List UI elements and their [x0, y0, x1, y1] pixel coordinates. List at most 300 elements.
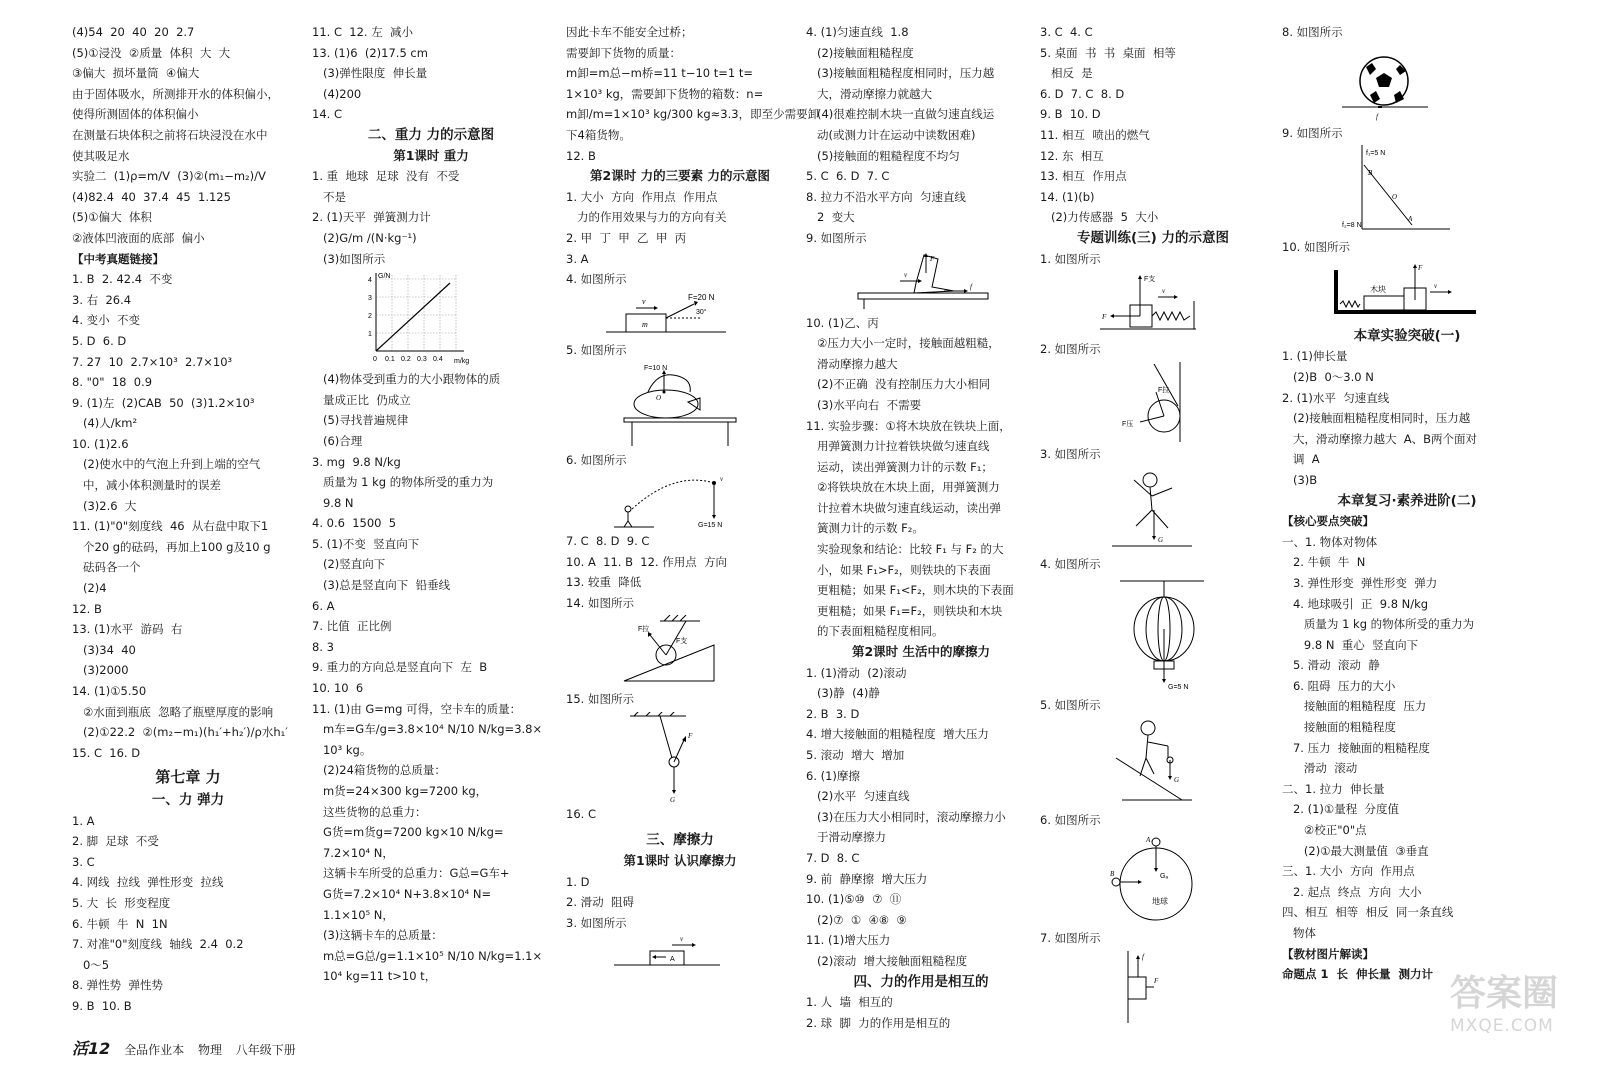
answer-line: 10. 10 6	[312, 681, 364, 696]
lesson-3-title: 第1课时 认识摩擦力	[623, 853, 737, 869]
answer-line: 10. (1)乙、丙	[806, 315, 879, 330]
answer-line: ③偏大 损坏量筒 ④偏大	[72, 66, 200, 81]
answer-line: (3)弹性限度 伸长量	[312, 66, 428, 81]
s-fig6-b: B	[1110, 870, 1115, 879]
answer-line: 质量为 1 kg 的物体所受的重力为	[1282, 617, 1475, 632]
answer-line: (2)①22.2 ②(m₂−m₁)(h₁′+h₂′)/ρ水h₁′	[72, 725, 288, 740]
answer-line: 14. 如图所示	[566, 595, 634, 610]
answer-line: 3. 弹性形变 弹性形变 弹力	[1282, 575, 1438, 590]
c5-block-1	[1040, 22, 1266, 228]
answer-line: 10⁴ kg=11 t>10 t，	[312, 969, 437, 984]
s-q7: 7. 如图所示	[1040, 931, 1101, 946]
answer-line: 3. C	[72, 854, 95, 869]
answer-line: 计拉着木块做匀速直线运动，读出弹	[806, 500, 1001, 515]
answer-line: 更粗糙；如果 F₁=F₂，则铁块和木块	[806, 603, 1003, 618]
s-q6: 6. 如图所示	[1040, 812, 1101, 827]
answer-line: (3)水平向右 不需要	[806, 397, 922, 412]
answer-line: 9. 如图所示	[806, 230, 867, 245]
answer-line: (2)接触面粗糙程度	[806, 45, 914, 60]
subject: 物理	[197, 1043, 222, 1057]
g-m-graph	[364, 271, 550, 367]
fig9b-f2: f₂=8 N	[1342, 222, 1362, 230]
answer-line: (4)人/km²	[72, 416, 138, 431]
fig4-m: m	[642, 319, 648, 329]
fig3-a: A	[670, 956, 675, 964]
answer-line: 7. D 8. C	[806, 850, 860, 865]
answer-line: 14. (1)①5.50	[72, 684, 147, 698]
answer-line: 10. (1)⑤⑩ ⑦ ⑪	[806, 892, 902, 907]
lesson-1-title: 第1课时 重力	[393, 147, 469, 163]
answer-line: 2. 牛顿 牛 N	[1282, 555, 1366, 570]
answer-line: 6. A	[312, 598, 335, 613]
section-2-title: 二、重力 力的示意图	[367, 126, 495, 143]
fig5-f: F=10 N	[644, 365, 668, 373]
review-title: 本章复习·素养进阶(二)	[1337, 492, 1477, 509]
s-fig1-v: v	[1162, 287, 1166, 296]
answer-line: 2. 甲 丁 甲 乙 甲 丙	[566, 230, 687, 245]
answer-line: 3. C 4. C	[1040, 25, 1093, 39]
fig3-v: v	[680, 935, 684, 944]
c2-block-3	[312, 369, 550, 987]
fig9b-o: O	[1392, 193, 1398, 202]
answer-line: 0～5	[72, 957, 110, 972]
c3-block-2	[566, 187, 794, 290]
answer-line: 7.2×10⁴ N，	[312, 845, 394, 860]
watermark-logo: 答案圈	[1450, 972, 1559, 1014]
s-q4: 4. 如图所示	[1040, 557, 1101, 572]
answer-line: 下4箱货物。	[566, 127, 631, 142]
answer-line: 三、1. 大小 方向 作用点	[1282, 864, 1415, 879]
answer-line: 中，减小体积测量时的误差	[72, 478, 221, 493]
answer-line: 2. B 3. D	[806, 706, 860, 721]
xtick: 0.3	[417, 356, 427, 364]
answer-line: 8. 3	[312, 639, 334, 654]
answer-line: 5. 滚动 增大 增加	[806, 748, 905, 762]
watermark-url: MXQE.COM	[1450, 1016, 1554, 1036]
answer-line: 1. 重 地球 足球 没有 不受	[312, 169, 460, 184]
exp2-line: 实验二 (1)ρ=m/V (3)②(m₁−m₂)/V	[72, 169, 266, 184]
answer-line: 12. 东 相互	[1040, 148, 1104, 163]
column-3	[566, 22, 820, 973]
q6: 6. 如图所示	[566, 453, 627, 468]
answer-line: 7. 比值 正比例	[312, 619, 392, 634]
book-name: 全品作业本	[124, 1043, 185, 1057]
answer-line: (2)①最大测量值 ③垂直	[1282, 843, 1429, 858]
answer-line: (2)4	[72, 581, 107, 596]
c6-block-1	[1282, 346, 1532, 490]
answer-line: 7. 27 10 2.7×10³ 2.7×10³	[72, 354, 233, 369]
answer-line: m货=24×300 kg=7200 kg，	[312, 784, 488, 798]
s-fig1-f1: F支	[1144, 276, 1156, 284]
answer-line: (3)在压力大小相同时，滚动摩擦力小	[806, 809, 1006, 824]
answer-line: 9. B 10. D	[1040, 107, 1101, 122]
answer-line: 10³ kg。	[312, 742, 372, 757]
q16: 16. C	[566, 806, 596, 821]
fig-earth	[1108, 832, 1266, 926]
answer-line: 1. D	[566, 874, 590, 889]
answer-line: 8. 弹性势 弹性势	[72, 978, 163, 993]
s-fig6-a: A	[1146, 836, 1151, 845]
answer-line: 2. 球 脚 力的作用是相互的	[806, 1015, 951, 1030]
s-q3: 3. 如图所示	[1040, 446, 1101, 461]
answer-line: 2. (1)水平 匀速直线	[1282, 390, 1390, 405]
special-title: 专题训练(三) 力的示意图	[1076, 229, 1230, 246]
answer-line: 2. 脚 足球 不受	[72, 834, 159, 849]
answer-line: 11. 实验步骤：①将木块放在铁块上面，	[806, 418, 1011, 433]
fig6-g: G=15 N	[698, 521, 723, 529]
xtick: 0.2	[401, 356, 411, 364]
column-2	[312, 22, 550, 987]
answer-line: 实验现象和结论：比较 F₁ 与 F₂ 的大	[806, 542, 1004, 557]
answer-line: (2)G/m /(N·kg⁻¹)	[312, 230, 417, 245]
s-fig6-ga: Gₐ	[1160, 873, 1169, 881]
answer-line: (5)接触面的粗糙程度不均匀	[806, 148, 960, 163]
answer-line: (5)①浸没 ②质量 体积 大 大	[72, 45, 231, 60]
answer-line: ②水面到瓶底 忽略了瓶壁厚度的影响	[72, 704, 274, 719]
answer-line: m总=G总/g=1.1×10⁵ N/10 N/kg=1.1×	[312, 948, 543, 963]
answer-line: 四、相互 相等 相反 同一条直线	[1282, 905, 1454, 920]
answer-line: 10. (1)2.6	[72, 436, 129, 451]
answer-line: (2)滚动 增大接触面粗糙程度	[806, 953, 968, 968]
c3-block-4	[566, 872, 794, 934]
fig5-o: O	[656, 394, 662, 403]
s-q5: 5. 如图所示	[1040, 697, 1101, 712]
answer-line: 2. (1)①量程 分度值	[1282, 802, 1400, 817]
page-number: 活12	[72, 1039, 111, 1058]
fig-spring-block	[1100, 271, 1266, 337]
answer-line: (2)水平 匀速直线	[806, 789, 910, 804]
section-1-title: 一、力 弹力	[151, 791, 225, 808]
column-4	[806, 22, 1036, 1033]
fig-ball-throw	[614, 473, 794, 529]
answer-line: 因此卡车不能安全过桥；	[566, 25, 693, 39]
answer-line: 1. A	[72, 813, 95, 828]
fig10b-f: F	[1418, 263, 1423, 272]
answer-line: 13. 较重 降低	[566, 575, 642, 590]
fig8-f: f	[1376, 112, 1378, 121]
answer-line: 8. "0" 18 0.9	[72, 375, 153, 390]
watermark	[1450, 965, 1590, 1055]
q15: 15. 如图所示	[566, 692, 634, 707]
lesson-2b-title: 第2课时 生活中的摩擦力	[851, 644, 991, 660]
answer-line: 6. 牛顿 牛 N 1N	[72, 916, 168, 931]
graph-xlabel: m/kg	[454, 358, 470, 366]
answer-line: (2)B 0～3.0 N	[1282, 369, 1374, 384]
answer-line: 9.8 N 重心 竖直向下	[1282, 637, 1419, 652]
answer-line: (3)静 (4)静	[806, 686, 880, 701]
q10-6: 10. 如图所示	[1282, 240, 1350, 255]
answer-line: 小，如果 F₁>F₂，则铁块的下表面	[806, 562, 991, 577]
s-fig4-g: G=5 N	[1168, 683, 1189, 691]
answer-line: 4. 0.6 1500 5	[312, 516, 397, 531]
answer-line: 使其吸足水	[72, 148, 130, 163]
answer-line: 一、1. 物体对物体	[1282, 534, 1378, 549]
answer-line: 9. 前 静摩擦 增大压力	[806, 871, 928, 886]
answer-line: 14. C	[312, 107, 342, 122]
answer-line: ②压力大小一定时，接触面越粗糙，	[806, 336, 1000, 351]
answer-line: 5. 桌面 书 书 桌面 相等	[1040, 45, 1176, 60]
answer-line: 用弹簧测力计拉着铁块做匀速直线	[806, 439, 990, 454]
c1-block-2	[72, 187, 304, 249]
c1-block-1	[72, 22, 304, 166]
ytick: 1	[368, 331, 372, 339]
answer-line: 大，滑动摩擦力越大 A、B两个面对	[1282, 431, 1478, 446]
fig-ball-wall	[1120, 362, 1266, 442]
fig-jumper	[1112, 466, 1266, 552]
answer-line: (3)34 40	[72, 642, 136, 657]
answer-line: (4)82.4 40 37.4 45 1.125	[72, 189, 231, 204]
answer-line: 接触面的粗糙程度	[1282, 720, 1396, 735]
answer-line: 接触面的粗糙程度 压力	[1282, 699, 1427, 714]
fig9-f: F	[930, 254, 935, 263]
answer-line: G货=m货g=7200 kg×10 N/kg=	[312, 825, 504, 840]
answer-line: 2. (1)天平 弹簧测力计	[312, 210, 431, 225]
answer-line: 滑动 滚动	[1282, 761, 1358, 776]
s-fig7-ff: f	[1142, 952, 1144, 961]
answer-line: m车=G车/g=3.8×10⁴ N/10 N/kg=3.8×	[312, 722, 543, 737]
s-fig2-fg: F压	[1122, 420, 1134, 428]
answer-line: 相反 是	[1040, 66, 1093, 81]
answer-line: 9. (1)左 (2)CAB 50 (3)1.2×10³	[72, 395, 255, 410]
answer-line: 15. C 16. D	[72, 745, 141, 760]
c3-block-1	[566, 22, 820, 166]
answer-line: 7. C 8. D 9. C	[566, 533, 650, 548]
fig9b-f1: f₁=5 N	[1366, 150, 1386, 158]
xtick: 0	[373, 356, 377, 364]
answer-line: 7. 对准"0"刻度线 轴线 2.4 0.2	[72, 937, 244, 952]
answer-line: 12. B	[566, 148, 596, 163]
answer-line: 9.8 N	[312, 495, 354, 510]
answer-line: 13. (1)6 (2)17.5 cm	[312, 45, 428, 60]
answer-line: ②液体凹液面的底部 偏小	[72, 230, 205, 245]
fig-pendulum	[626, 712, 794, 802]
fig-wall-block	[1120, 951, 1266, 1023]
fig-soccer-ball	[1342, 45, 1532, 121]
q9-6: 9. 如图所示	[1282, 125, 1343, 140]
answer-line: 5. (1)不变 竖直向下	[312, 536, 420, 551]
ytick: 3	[368, 295, 372, 303]
answer-line: 4. 地球吸引 正 9.8 N/kg	[1282, 596, 1429, 611]
fig14-f2: F支	[676, 638, 688, 646]
chapter-title: 第七章 力	[155, 768, 221, 787]
fig4-angle: 30°	[696, 308, 707, 316]
answer-line: 质量为 1 kg 的物体所受的重力为	[312, 475, 494, 490]
answer-line: (2)力传感器 5 大小	[1040, 210, 1159, 225]
answer-line: 1. B 2. 42.4 不变	[72, 272, 173, 287]
answer-line: 9. B 10. B	[72, 998, 132, 1013]
c4-block-2	[806, 313, 1036, 643]
c4-block-3	[806, 663, 1036, 972]
answer-line: 二、1. 拉力 伸长量	[1282, 781, 1385, 796]
answer-line: (2)不正确 没有控制压力大小相同	[806, 377, 991, 392]
answer-line: (3)接触面粗糙程度相同时，压力越	[806, 66, 995, 81]
answer-line: 滑动摩擦力越大	[806, 356, 898, 371]
core-heading: 【核心要点突破】	[1282, 514, 1374, 529]
answer-line: 6. (1)摩擦	[806, 768, 860, 783]
fig-ramp-person	[1112, 718, 1266, 808]
answer-line: 2. 起点 终点 方向 大小	[1282, 884, 1422, 899]
s-fig1-f2: F	[1102, 313, 1107, 322]
answer-line: G货=7.2×10⁴ N+3.8×10⁴ N=	[312, 886, 492, 901]
answer-line: 1. (1)伸长量	[1282, 349, 1348, 364]
answer-line: 5. C 6. D 7. C	[806, 169, 890, 184]
answer-line: (3)2.6 大	[72, 498, 137, 513]
exp-title: 本章实验突破(一)	[1353, 327, 1461, 344]
s-fig5-g: G	[1174, 775, 1180, 784]
answer-line: 不是	[312, 189, 346, 204]
answer-line: 这辆卡车所受的总重力：G总=G车+	[312, 866, 510, 881]
answer-line: 簧测力计的示数 F₂。	[806, 521, 924, 536]
answer-line: 的下表面粗糙程度相同。	[806, 624, 944, 639]
graph-ylabel: G/N	[378, 273, 391, 281]
fig4-v: v	[642, 296, 646, 306]
fig-ball-incline	[614, 615, 794, 687]
answer-line: 8. 拉力不沿水平方向 匀速直线	[806, 189, 966, 204]
answer-line: 需要卸下货物的质量：	[566, 45, 681, 60]
answer-line: 在测量石块体积之前将石块浸没在水中	[72, 127, 268, 142]
answer-line: 5. D 6. D	[72, 333, 127, 348]
answer-line: (4)很难控制木块一直做匀速直线运	[806, 107, 995, 122]
answer-line: 3. A	[566, 251, 589, 266]
answer-line: 由于固体吸水，所测排开水的体积偏小，	[72, 86, 279, 101]
fig9-v: v	[904, 270, 908, 279]
answer-line: m卸=m总−m桥=11 t−10 t=1 t=	[566, 66, 753, 81]
c6-block-2	[1282, 532, 1532, 944]
fig9-ff: f	[970, 282, 972, 291]
answer-line: 6. 阻碍 压力的大小	[1282, 678, 1396, 693]
answer-line: 4. 变小 不变	[72, 313, 140, 328]
fig-ladder-wall	[1342, 145, 1532, 235]
answer-line: (2)24箱货物的总质量：	[312, 763, 446, 778]
answer-line: (4)54 20 40 20 2.7	[72, 25, 195, 39]
section-4-title: 四、力的作用是相互的	[853, 973, 989, 990]
answer-line: 4. 增大接触面的粗糙程度 增大压力	[806, 727, 989, 742]
fig-lantern	[1120, 577, 1266, 693]
answer-line: 5. 滑动 滚动 静	[1282, 658, 1380, 673]
answer-line: 4. 网线 拉线 弹性形变 拉线	[72, 875, 224, 890]
answer-line: 个20 g的砝码，再加上100 g及10 g	[72, 539, 271, 554]
answer-line: 3. 如图所示	[566, 915, 627, 930]
answer-line: 11. C 12. 左 减小	[312, 25, 414, 39]
c3-block-3	[566, 531, 794, 613]
column-6	[1282, 22, 1532, 985]
answer-line: 4. 如图所示	[566, 272, 627, 287]
answer-line: 13. 相互 作用点	[1040, 169, 1127, 184]
last-line: 命题点 1 长 伸长量 测力计	[1282, 967, 1434, 982]
s-fig6-earth: 地球	[1152, 897, 1168, 907]
fig-block-incline-force	[606, 292, 794, 338]
c4-block-1	[806, 22, 1036, 249]
graph-line	[376, 283, 450, 351]
page-footer	[72, 1036, 306, 1059]
section-3-title: 三、摩擦力	[646, 832, 714, 849]
fig6-v: v	[720, 474, 724, 483]
xtick: 0.4	[433, 356, 443, 364]
c1-block-3	[72, 269, 304, 763]
answer-line: 于滑动摩擦力	[806, 830, 886, 845]
answer-line: 1. (1)滑动 (2)滚动	[806, 665, 907, 680]
answer-line: (2)使水中的气泡上升到上端的空气	[72, 457, 261, 472]
c2-block-2	[312, 166, 550, 269]
answer-line: (5)①偏大 体积	[72, 210, 152, 225]
answer-line: 11. 相互 喷出的燃气	[1040, 127, 1150, 142]
s-fig2-fn: F拉	[1158, 386, 1170, 394]
answer-line: (2)接触面粗糙程度相同时，压力越	[1282, 411, 1471, 426]
q8: 8. 如图所示	[1282, 25, 1343, 39]
answer-line: (3)如图所示	[312, 251, 386, 266]
answer-line: (2)竖直向下	[312, 557, 386, 572]
fig15-g: G	[670, 795, 676, 802]
answer-line: 动(或测力计在运动中读数困难)	[806, 127, 976, 142]
fig15-f: F	[688, 731, 693, 740]
c4-block-4	[806, 992, 1036, 1033]
s-q1: 1. 如图所示	[1040, 251, 1101, 266]
fig9b-a: A	[1408, 215, 1413, 224]
ytick: 4	[368, 277, 372, 285]
c2-block-1	[312, 22, 550, 125]
answer-line: (2)⑦ ① ④⑧ ⑨	[806, 912, 907, 927]
c1-block-4	[72, 811, 304, 1017]
ytick: 2	[368, 313, 372, 321]
answer-line: 使得所测固体的体积偏小	[72, 107, 199, 122]
answer-line: 9. 重力的方向总是竖直向下 左 B	[312, 660, 488, 675]
answer-line: 运动，读出弹簧测力计的示数 F₁；	[806, 459, 993, 474]
answer-line: 1. 大小 方向 作用点 作用点	[566, 189, 718, 204]
answer-line: ②将铁块放在木块上面，用弹簧测力	[806, 480, 1000, 495]
answer-line: (3)B	[1282, 472, 1318, 487]
s-fig7-f: F	[1154, 976, 1159, 985]
column-1	[72, 22, 304, 1017]
answer-line: 这些货物的总重力：	[312, 804, 427, 819]
s-fig3-g: G	[1158, 536, 1164, 545]
answer-line: 砝码各一个	[72, 560, 141, 575]
q5: 5. 如图所示	[566, 342, 627, 357]
answer-line: 7. 压力 接触面的粗糙程度	[1282, 740, 1430, 755]
fig10b-block: 木块	[1370, 284, 1386, 294]
fig10b-v: v	[1434, 281, 1438, 290]
answer-line: (6)合理	[312, 433, 363, 448]
fig-foot-board	[854, 251, 1036, 311]
answer-line: 物体	[1282, 926, 1316, 940]
answer-line: (5)寻找普遍规律	[312, 413, 409, 428]
s-q2: 2. 如图所示	[1040, 342, 1101, 357]
answer-line: 13. (1)水平 游码 右	[72, 622, 183, 637]
answer-line: 1.1×10⁵ N，	[312, 907, 394, 922]
answer-line: ②校正"0"点	[1282, 823, 1367, 838]
answer-line: m卸/m=1×10³ kg/300 kg≈3.3，即至少需要卸	[566, 107, 820, 122]
fig4-f: F=20 N	[688, 292, 715, 302]
answer-line: 14. (1)(b)	[1040, 189, 1095, 204]
answer-line: 力的作用效果与力的方向有关	[566, 210, 727, 225]
zk-heading: 【中考真题链接】	[72, 251, 164, 266]
answer-line: 2 变大	[806, 210, 855, 225]
answer-line: 大，滑动摩擦力就越大	[806, 86, 932, 101]
xtick: 0.1	[385, 356, 395, 364]
answer-line: 2. 滑动 阻碍	[566, 895, 634, 910]
answer-line: 3. 右 26.4	[72, 292, 132, 307]
answer-line: 6. D 7. C 8. D	[1040, 86, 1125, 101]
column-5	[1040, 22, 1266, 1025]
fig-shoe-on-table	[618, 362, 794, 448]
answer-line: 11. (1)由 G=mg 可得，空卡车的质量：	[312, 701, 522, 716]
answer-line: 调 A	[1282, 452, 1320, 467]
fig-block-slide	[1330, 260, 1532, 320]
fig-block-friction	[614, 935, 794, 971]
answer-line: 1. 人 墙 相互的	[806, 995, 893, 1010]
answer-line: 4. (1)匀速直线 1.8	[806, 25, 909, 39]
answer-line: 3. mg 9.8 N/kg	[312, 454, 401, 469]
answer-line: (3)这辆卡车的总质量：	[312, 928, 443, 943]
